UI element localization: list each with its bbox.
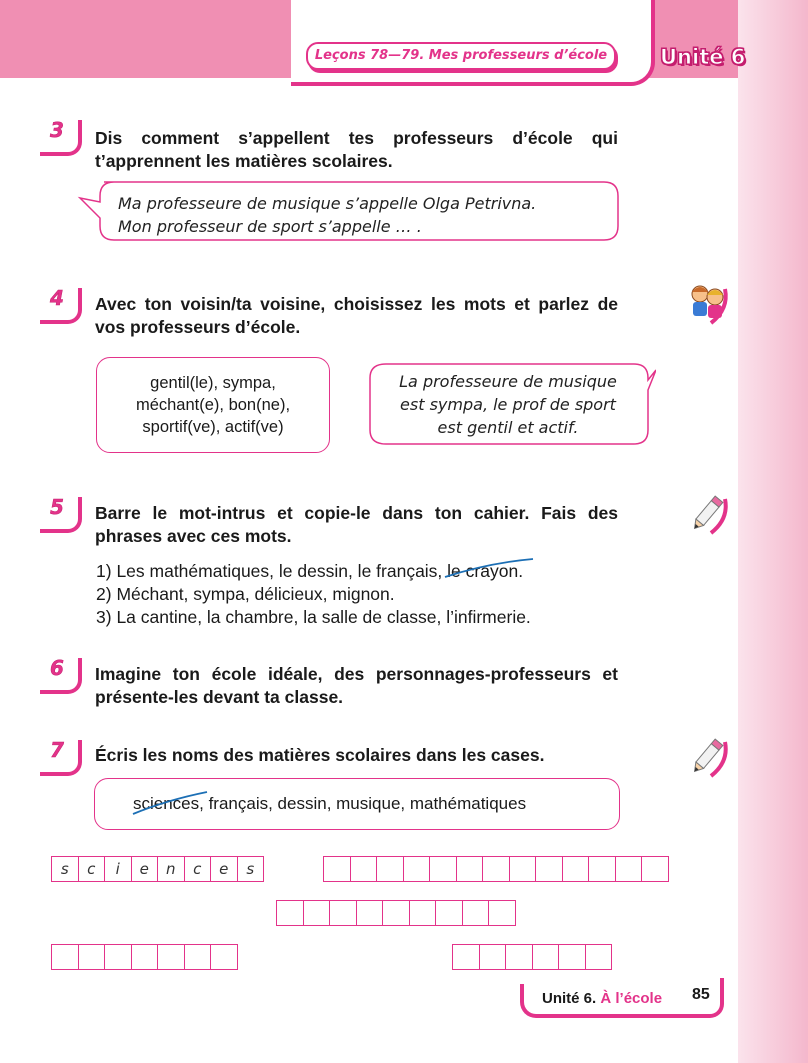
letter-grid[interactable] [276,900,516,926]
letter-cell[interactable]: s [52,856,79,882]
icon-bracket-4 [705,285,735,329]
letter-cell[interactable]: i [105,856,132,882]
letter-cell[interactable] [536,856,563,882]
word-box-line-1: gentil(le), sympa, [150,374,276,392]
footer-unit-label: Unité 6. À l’école [542,990,663,1007]
letter-cell[interactable]: n [158,856,185,882]
letter-cell[interactable] [304,900,331,926]
right-margin-stripe [738,0,808,1063]
letter-cell[interactable] [52,944,79,970]
exercise-5-instruction: Barre le mot-intrus et copie-le dans ton cahier. Fais des phrases avec ces mots. [95,503,618,546]
letter-cell[interactable] [510,856,537,882]
word-box-line-2: méchant(e), bon(ne), [135,396,291,414]
letter-cell[interactable] [616,856,643,882]
exercise-number-4: 4 [40,288,82,324]
bubble-4-line-2: est sympa, le prof de sport [400,395,616,414]
lesson-title: Leçons 78—79. Mes professeurs d’école [306,42,616,70]
letter-cell[interactable] [483,856,510,882]
intruder-word-list [96,560,531,629]
letter-cell[interactable]: e [211,856,238,882]
letter-grid[interactable] [452,944,612,970]
footer-unit-topic: À l’école [600,990,663,1007]
exercise-3-instruction: Dis comment s’appellent tes professeurs d’école qui t’apprennent les matières scolaires. [95,128,618,171]
letter-cell[interactable] [377,856,404,882]
exercise-6-instruction: Imagine ton école idéale, des personnages-professeurs et présente-les devant ta classe. [95,664,618,707]
letter-cell[interactable] [430,856,457,882]
letter-cell[interactable] [277,900,304,926]
letter-cell[interactable] [410,900,437,926]
list-item: 3) La cantine, la chambre, la salle de classe, l’infirmerie. [96,607,531,627]
letter-cell[interactable] [158,944,185,970]
bubble-3-line-2: Mon professeur de sport s’appelle … . [118,217,422,236]
letter-cell[interactable] [383,900,410,926]
letter-cell[interactable] [105,944,132,970]
letter-cell[interactable] [453,944,480,970]
page-number: 85 [692,986,710,1003]
exercise-7-instruction: Écris les noms des matières scolaires dans les cases. [95,745,545,765]
letter-cell[interactable] [404,856,431,882]
letter-cell[interactable]: e [132,856,159,882]
subjects-word-box: sciences , français, dessin, musique, mathématiques [94,778,620,830]
letter-cell[interactable] [324,856,351,882]
word-choice-box [96,357,330,453]
letter-cell[interactable] [351,856,378,882]
speech-bubble-4-text [372,370,644,439]
exercise-number-6: 6 [40,658,82,694]
letter-cell[interactable] [489,900,516,926]
crossed-word: le crayon [447,561,518,581]
letter-cell[interactable] [436,900,463,926]
letter-cell[interactable] [589,856,616,882]
letter-grid[interactable] [51,856,264,882]
letter-cell[interactable] [185,944,212,970]
exercise-number-3: 3 [40,120,82,156]
bubble-3-line-1: Ma professeure de musique s’appelle Olga Petrivna. [118,194,537,213]
word-box-line-3: sportif(ve), actif(ve) [142,418,284,436]
speech-bubble-3-text [118,192,536,238]
letter-cell[interactable] [132,944,159,970]
icon-bracket-5 [705,495,735,539]
letter-cell[interactable] [559,944,586,970]
bubble-4-line-1: La professeure de musique [399,372,617,391]
bubble-4-line-3: est gentil et actif. [437,418,579,437]
letter-cell[interactable] [506,944,533,970]
list-item: 2) Méchant, sympa, délicieux, mignon. [96,584,395,604]
letter-grid[interactable] [51,944,238,970]
letter-cell[interactable] [330,900,357,926]
letter-cell[interactable] [79,944,106,970]
letter-cell[interactable] [586,944,613,970]
letter-cell[interactable] [457,856,484,882]
icon-bracket-7 [705,738,735,782]
letter-grid[interactable] [323,856,669,882]
letter-cell[interactable] [642,856,669,882]
exercise-number-7: 7 [40,740,82,776]
letter-cell[interactable]: s [238,856,265,882]
unit-badge: Unité 6 [660,45,746,69]
crossed-word: sciences [133,794,199,813]
letter-cell[interactable] [211,944,238,970]
letter-cell[interactable] [357,900,384,926]
exercise-4-instruction: Avec ton voisin/ta voisine, choisissez les mots et parlez de vos professeurs d’école. [95,294,618,337]
letter-cell[interactable]: c [185,856,212,882]
letter-cell[interactable] [480,944,507,970]
letter-cell[interactable] [563,856,590,882]
letter-cell[interactable]: c [79,856,106,882]
list-item: 1) Les mathématiques, le dessin, le français, le crayon . [96,560,531,583]
letter-cell[interactable] [533,944,560,970]
letter-cell[interactable] [463,900,490,926]
exercise-number-5: 5 [40,497,82,533]
